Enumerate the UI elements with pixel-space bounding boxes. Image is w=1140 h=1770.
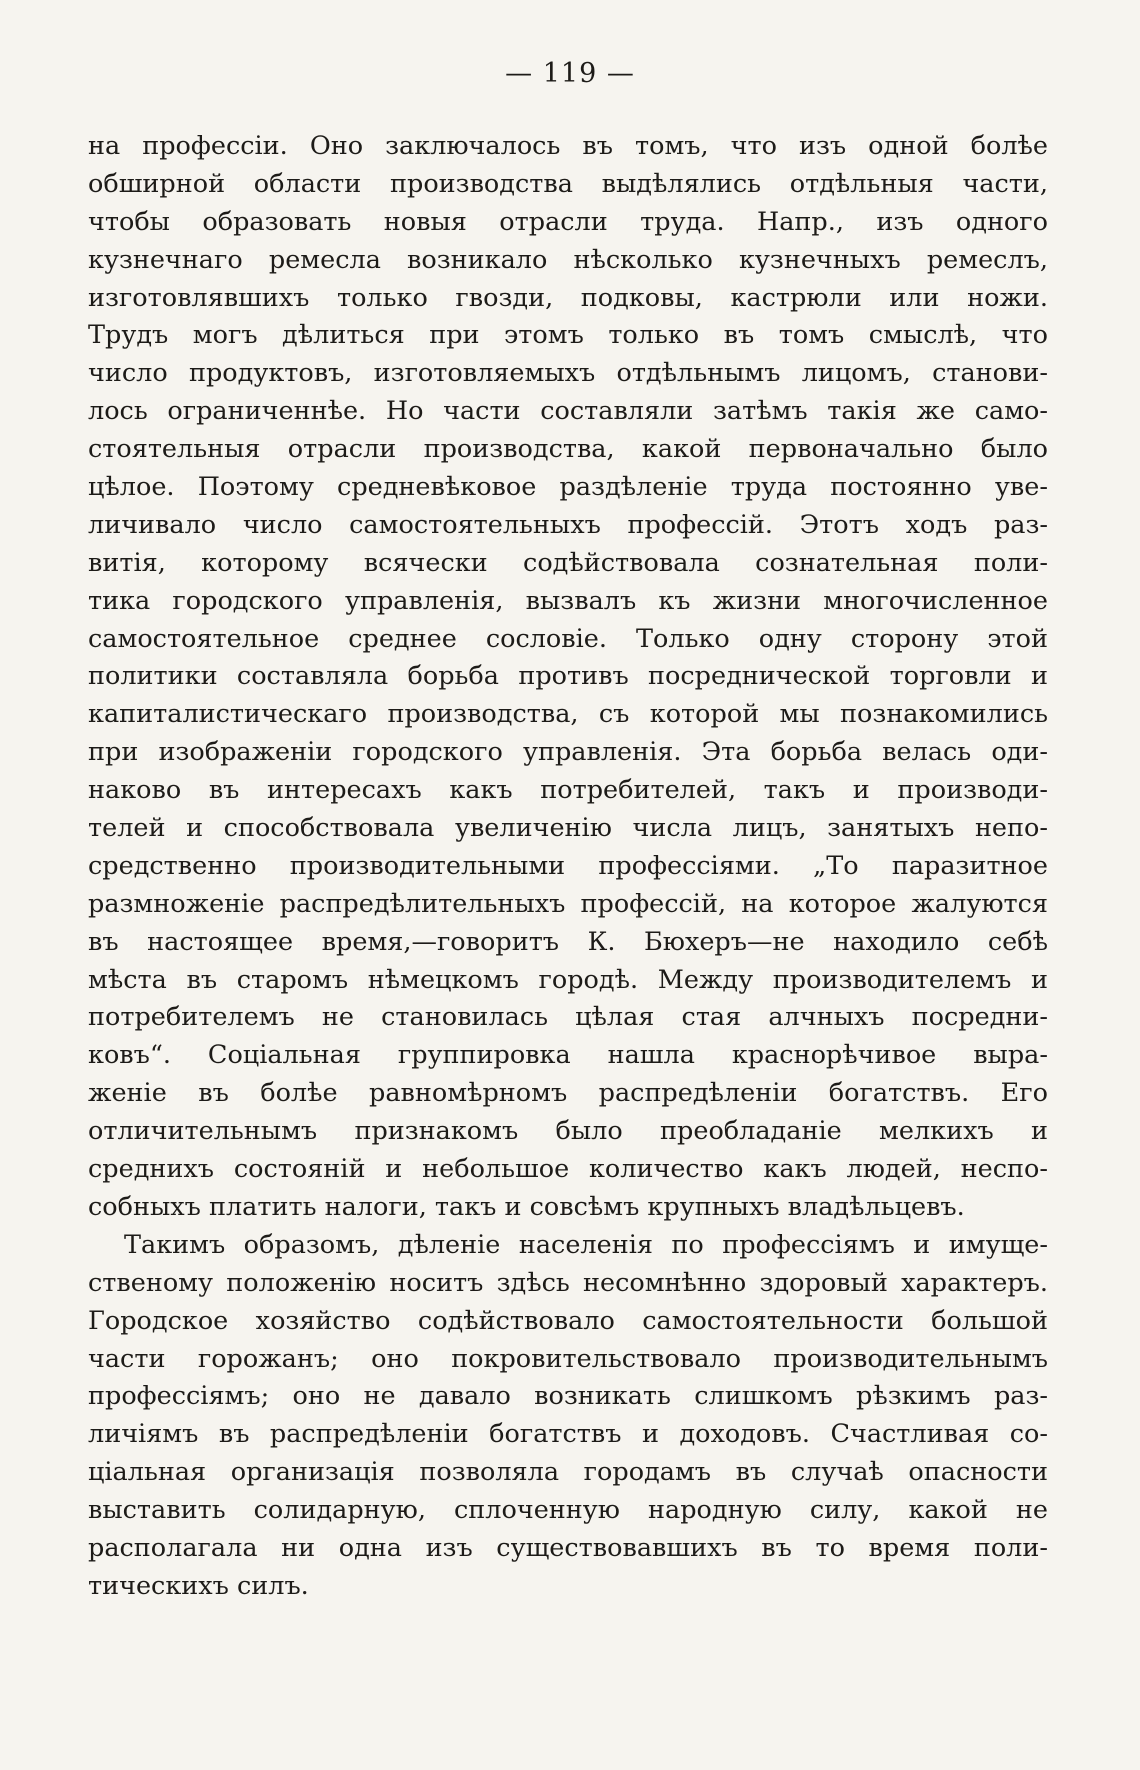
text-line: на профессіи. Оно заключалось въ томъ, что изъ одной болѣе (88, 131, 1048, 161)
text-line: витія, которому всячески содѣйствовала сознательная поли- (88, 547, 1048, 578)
page-number: — 119 — (505, 58, 635, 89)
text-line: стоятельныя отрасли производства, какой первоначально было (88, 434, 1048, 465)
text-line: профессіямъ; оно не давало возникать слишкомъ рѣзкимъ раз- (88, 1381, 1048, 1412)
text-line: мѣста въ старомъ нѣмецкомъ городѣ. Между производителемъ и (88, 964, 1048, 995)
text-line: ственому положенію носитъ здѣсь несомнѣнно здоровый характеръ. (88, 1267, 1048, 1298)
text-line: чтобы образовать новыя отрасли труда. Напр., изъ одного (88, 206, 1048, 237)
text-line: Городское хозяйство содѣйствовало самостоятельности большой (88, 1305, 1048, 1336)
text-line: цѣлое. Поэтому средневѣковое раздѣленіе труда постоянно уве- (88, 472, 1048, 503)
text-line: выставить солидарную, сплоченную народную силу, какой не (88, 1495, 1048, 1526)
text-line: ціальная организація позволяла городамъ въ случаѣ опасности (88, 1457, 1048, 1488)
text-line: политики составляла борьба противъ посреднической торговли и (88, 661, 1048, 692)
text-line: тическихъ силъ. (88, 1570, 309, 1601)
text-line: капиталистическаго производства, съ которой мы познакомились (88, 699, 1048, 730)
text-line: части горожанъ; оно покровительствовало производительнымъ (88, 1343, 1048, 1374)
text-line: размноженіе распредѣлительныхъ профессій, на которое жалуются (88, 888, 1048, 919)
text-line: тика городского управленія, вызвалъ къ жизни многочисленное (88, 585, 1048, 616)
text-line: отличительнымъ признакомъ было преобладаніе мелкихъ и (88, 1116, 1048, 1147)
body-text (88, 128, 1048, 1606)
text-line: среднихъ состояній и небольшое количество какъ людей, неспо- (88, 1154, 1048, 1185)
text-line: кузнечнаго ремесла возникало нѣсколько кузнечныхъ ремеслъ, (88, 244, 1048, 275)
text-line: въ настоящее время,—говоритъ К. Бюхеръ—не находило себѣ (88, 926, 1048, 957)
text-line: потребителемъ не становилась цѣлая стая алчныхъ посредни- (88, 1002, 1048, 1033)
text-line: ковъ“. Соціальная группировка нашла краснорѣчивое выра- (88, 1040, 1048, 1071)
text-line: число продуктовъ, изготовляемыхъ отдѣльнымъ лицомъ, станови- (88, 358, 1048, 389)
paragraph (88, 1227, 1048, 1606)
text-line: собныхъ платить налоги, такъ и совсѣмъ крупныхъ владѣльцевъ. (88, 1191, 965, 1222)
text-line: личіямъ въ распредѣленіи богатствъ и доходовъ. Счастливая со- (88, 1419, 1048, 1450)
text-line: Трудъ могъ дѣлиться при этомъ только въ томъ смыслѣ, что (88, 320, 1048, 351)
text-line: обширной области производства выдѣлялись отдѣльныя части, (88, 168, 1048, 199)
text-line: телей и способствовала увеличенію числа лицъ, занятыхъ непо- (88, 813, 1048, 844)
text-line: располагала ни одна изъ существовавшихъ въ то время поли- (88, 1532, 1048, 1563)
text-line: изготовлявшихъ только гвозди, подковы, кастрюли или ножи. (88, 282, 1048, 313)
text-line: личивало число самостоятельныхъ профессій. Этотъ ходъ раз- (88, 509, 1048, 540)
text-line: средственно производительными профессіями. „То паразитное (88, 850, 1048, 881)
text-line: наково въ интересахъ какъ потребителей, такъ и производи- (88, 775, 1048, 806)
text-line: при изображеніи городского управленія. Эта борьба велась оди- (88, 737, 1048, 768)
text-line: лось ограниченнѣе. Но части составляли затѣмъ такія же само- (88, 396, 1048, 427)
text-line: женіе въ болѣе равномѣрномъ распредѣленіи богатствъ. Его (88, 1078, 1048, 1109)
paragraph (88, 128, 1048, 1227)
text-line: Такимъ образомъ, дѣленіе населенія по профессіямъ и имуще- (124, 1229, 1048, 1260)
text-line: самостоятельное среднее сословіе. Только одну сторону этой (88, 623, 1048, 654)
